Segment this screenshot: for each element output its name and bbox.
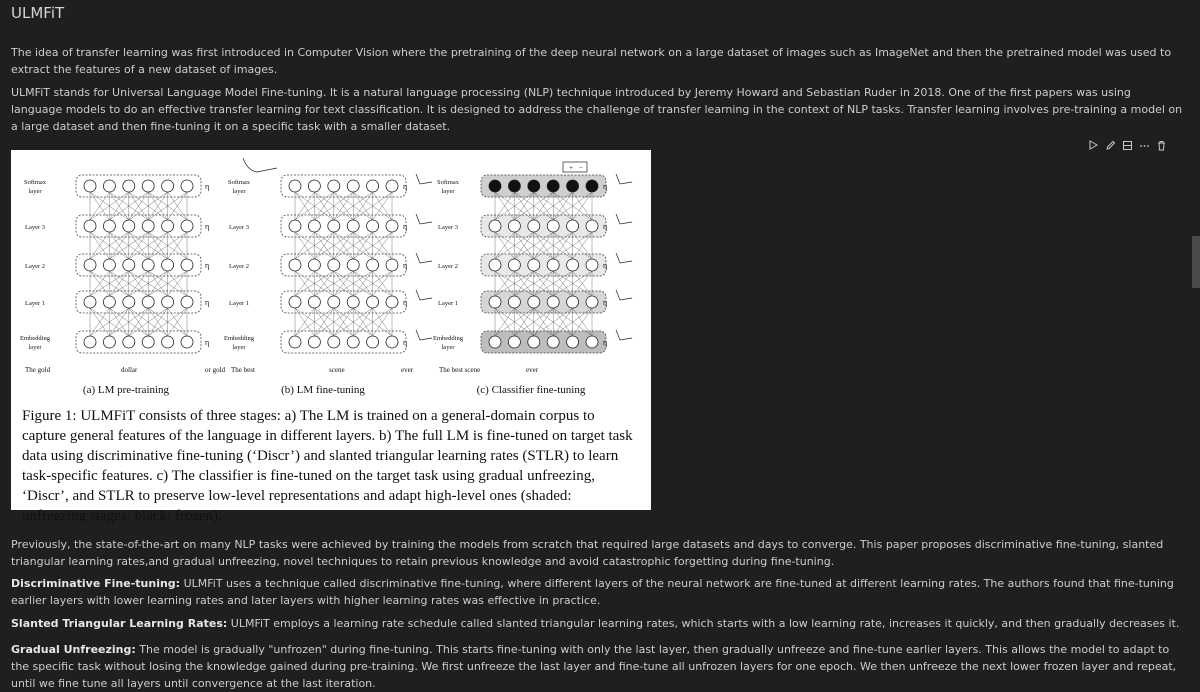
run-icon[interactable]	[1086, 138, 1100, 152]
neuron-node	[123, 220, 135, 232]
neuron-node	[528, 336, 540, 348]
lr-schedule-icon	[416, 253, 432, 263]
neuron-node	[103, 220, 115, 232]
neuron-node	[142, 220, 154, 232]
neuron-node	[162, 296, 174, 308]
neuron-node	[386, 180, 398, 192]
neuron-node	[367, 180, 379, 192]
lr-schedule-icon	[416, 290, 432, 300]
neuron-node	[123, 259, 135, 271]
gradual-text: The model is gradually "unfrozen" during fine-tuning. This starts fine-tuning with only the last layer, then gradually unfreeze and fine-tune earlier layers. This allows the model to adapt to the specific task without losing the knowledge gained during pre-training. We first unfreeze the last layer and fine-tune all unfrozen layers for one epoch. We then unfreeze the next lower frozen layer and repeat, until we fine tune all layers until convergence at the last iteration.	[11, 643, 1177, 690]
learning-rate-eta: η	[403, 298, 408, 307]
neuron-node	[162, 180, 174, 192]
layer-label: Embedding	[224, 335, 254, 342]
layer-label: Layer 2	[437, 263, 459, 270]
learning-rate-eta: η	[603, 298, 608, 307]
lr-schedule-icon	[243, 158, 277, 172]
layer-label: Layer 1	[24, 300, 46, 307]
layer-label: Embedding	[433, 335, 463, 342]
neuron-node	[328, 296, 340, 308]
stlr-label: Slanted Triangular Learning Rates:	[11, 617, 228, 630]
neuron-node	[586, 220, 598, 232]
neuron-node	[289, 336, 301, 348]
lr-schedule-icon	[616, 214, 632, 224]
neuron-node	[308, 180, 320, 192]
neuron-node	[567, 180, 579, 192]
neuron-node	[328, 220, 340, 232]
neuron-node	[489, 336, 501, 348]
layer-label: Softmax	[23, 179, 47, 186]
neuron-node	[123, 336, 135, 348]
gradual-label: Gradual Unfreezing:	[11, 643, 136, 656]
input-word: The best scene	[439, 366, 481, 374]
learning-rate-eta: η	[403, 222, 408, 231]
ulmfit-diagram	[11, 150, 651, 400]
input-word: The best	[231, 366, 255, 374]
neuron-node	[103, 296, 115, 308]
neuron-node	[367, 259, 379, 271]
neuron-node	[328, 259, 340, 271]
lr-schedule-icon	[416, 330, 432, 340]
learning-rate-eta: η	[603, 338, 608, 347]
discriminative-text: ULMFiT uses a technique called discriminative fine-tuning, where different layers of the neural network are fine-tuned at different learning rates. The authors found that fine-tuning earlier layers with lower learning rates and later layers with higher learning rates was effective in practice.	[11, 577, 1174, 607]
neuron-node	[289, 259, 301, 271]
learning-rate-eta: η	[205, 222, 210, 231]
neuron-node	[547, 220, 559, 232]
layer-label: layer	[441, 344, 455, 351]
neuron-node	[528, 259, 540, 271]
neuron-node	[181, 336, 193, 348]
neuron-node	[508, 220, 520, 232]
neuron-node	[347, 220, 359, 232]
layer-label: Embedding	[20, 335, 50, 342]
neuron-node	[142, 259, 154, 271]
input-word: scene	[329, 366, 345, 374]
neuron-node	[328, 180, 340, 192]
layer-label: Layer 1	[437, 300, 459, 307]
plus-sign: +	[569, 164, 573, 172]
neuron-node	[508, 296, 520, 308]
neuron-node	[567, 296, 579, 308]
neuron-node	[308, 259, 320, 271]
stage-label: (b) LM fine-tuning	[281, 384, 365, 396]
input-word: The gold	[25, 366, 51, 374]
input-word: or gold	[205, 366, 226, 374]
stage-label: (a) LM pre-training	[82, 384, 170, 396]
neuron-node	[162, 336, 174, 348]
cell-toolbar	[1086, 138, 1168, 152]
stage-label: (c) Classifier fine-tuning	[476, 384, 586, 396]
scrollbar-thumb[interactable]	[1192, 236, 1200, 288]
page-title: ULMFiT	[11, 4, 65, 22]
neuron-node	[84, 259, 96, 271]
neuron-node	[289, 220, 301, 232]
learning-rate-eta: η	[205, 298, 210, 307]
discriminative-paragraph	[11, 575, 1183, 609]
neuron-node	[567, 220, 579, 232]
neuron-node	[586, 296, 598, 308]
layer-label: layer	[28, 344, 42, 351]
layer-label: Layer 3	[437, 224, 459, 231]
neuron-node	[308, 220, 320, 232]
neuron-node	[586, 259, 598, 271]
neuron-node	[84, 296, 96, 308]
neuron-node	[347, 259, 359, 271]
learning-rate-eta: η	[403, 338, 408, 347]
neuron-node	[84, 180, 96, 192]
learning-rate-eta: η	[403, 261, 408, 270]
lr-schedule-icon	[616, 290, 632, 300]
neuron-node	[103, 336, 115, 348]
neuron-node	[567, 259, 579, 271]
input-word: ever	[401, 366, 414, 374]
learning-rate-eta: η	[403, 182, 408, 191]
input-word: ever	[526, 366, 539, 374]
neuron-node	[508, 336, 520, 348]
lr-schedule-icon	[616, 330, 632, 340]
delete-icon[interactable]	[1154, 138, 1168, 152]
neuron-node	[508, 180, 520, 192]
neuron-node	[142, 336, 154, 348]
neuron-node	[489, 220, 501, 232]
lr-schedule-icon	[616, 253, 632, 263]
neuron-node	[123, 296, 135, 308]
learning-rate-eta: η	[603, 222, 608, 231]
discriminative-label: Discriminative Fine-tuning:	[11, 577, 181, 590]
neuron-node	[181, 220, 193, 232]
neuron-node	[181, 259, 193, 271]
neuron-node	[367, 220, 379, 232]
lr-schedule-icon	[416, 214, 432, 224]
learning-rate-eta: η	[205, 261, 210, 270]
plus-minus-box	[563, 162, 587, 172]
neuron-node	[123, 180, 135, 192]
neuron-node	[547, 296, 559, 308]
layer-label: Layer 3	[24, 224, 46, 231]
learning-rate-eta: η	[603, 261, 608, 270]
layer-label: layer	[441, 188, 455, 195]
neuron-node	[347, 296, 359, 308]
layer-label: Layer 2	[24, 263, 46, 270]
neuron-node	[367, 296, 379, 308]
minus-sign: −	[579, 164, 583, 172]
previously-paragraph: Previously, the state-of-the-art on many NLP tasks were achieved by training the models from scratch that required large datasets and days to converge. This paper proposes discriminative fine-tuning, slanted triangular learning rates,and gradual unfreezing, novel techniques to retain previous knowledge and avoid catastrophic forgetting during fine-tuning.	[11, 538, 1164, 568]
neuron-node	[386, 296, 398, 308]
neuron-node	[328, 336, 340, 348]
ulmfit-figure-image	[11, 150, 651, 524]
layer-label: layer	[232, 344, 246, 351]
neuron-node	[489, 296, 501, 308]
neuron-node	[528, 296, 540, 308]
neuron-node	[181, 180, 193, 192]
neuron-node	[547, 336, 559, 348]
neuron-node	[84, 220, 96, 232]
neuron-node	[103, 259, 115, 271]
layer-label: Softmax	[436, 179, 460, 186]
neuron-node	[528, 220, 540, 232]
neuron-node	[547, 259, 559, 271]
neuron-node	[289, 180, 301, 192]
neuron-node	[386, 259, 398, 271]
neuron-node	[142, 180, 154, 192]
neuron-node	[289, 296, 301, 308]
stlr-paragraph	[11, 615, 1183, 632]
more-icon[interactable]	[1137, 138, 1151, 152]
learning-rate-eta: η	[603, 182, 608, 191]
neuron-node	[508, 259, 520, 271]
neuron-node	[103, 180, 115, 192]
stlr-text: ULMFiT employs a learning rate schedule called slanted triangular learning rates, which starts with a low learning rate, increases it quickly, and then gradually decreases it.	[227, 617, 1180, 630]
gradual-paragraph	[11, 641, 1183, 692]
lr-schedule-icon	[416, 174, 432, 184]
learning-rate-eta: η	[205, 182, 210, 191]
edit-icon[interactable]	[1103, 138, 1117, 152]
neuron-node	[181, 296, 193, 308]
neuron-node	[586, 336, 598, 348]
input-word: dollar	[121, 366, 138, 374]
neuron-node	[308, 336, 320, 348]
intro-paragraph: The idea of transfer learning was first introduced in Computer Vision where the pretraining of the deep neural network on a large dataset of images such as ImageNet and then the pretrained model was used to extract the features of a new dataset of images.	[11, 46, 1172, 76]
neuron-node	[528, 180, 540, 192]
neuron-node	[386, 336, 398, 348]
layer-label: Layer 2	[228, 263, 250, 270]
neuron-node	[308, 296, 320, 308]
layer-label: layer	[28, 188, 42, 195]
neuron-node	[367, 336, 379, 348]
learning-rate-eta: η	[205, 338, 210, 347]
neuron-node	[547, 180, 559, 192]
neuron-node	[347, 336, 359, 348]
definition-paragraph: ULMFiT stands for Universal Language Model Fine-tuning. It is a natural language processing (NLP) technique introduced by Jeremy Howard and Sebastian Ruder in 2018. One of the first papers was using language models to do an effective transfer learning for text classification. It is designed to address the challenge of transfer learning in the context of NLP tasks. Transfer learning involves pre-training a model on a large dataset and then fine-tuning it on a specific task with a smaller dataset.	[11, 86, 1183, 133]
layer-label: Layer 3	[228, 224, 250, 231]
neuron-node	[84, 336, 96, 348]
neuron-node	[162, 259, 174, 271]
neuron-node	[347, 180, 359, 192]
neuron-node	[489, 180, 501, 192]
neuron-node	[162, 220, 174, 232]
neuron-node	[142, 296, 154, 308]
layer-label: layer	[232, 188, 246, 195]
neuron-node	[386, 220, 398, 232]
figure-caption: Figure 1: ULMFiT consists of three stages: a) The LM is trained on a general-domain corpus to capture general features of the language in different layers. b) The full LM is fine-tuned on target task data using discriminative fine-tuning (‘Discr’) and slanted triangular learning rates (STLR) to learn task-specific features. c) The classifier is fine-tuned on the target task using gradual unfreezing, ‘Discr’, and STLR to preserve low-level representations and adapt high-level ones (shaded: unfreezing stages; black: frozen).	[22, 408, 633, 524]
split-icon[interactable]	[1120, 138, 1134, 152]
layer-label: Layer 1	[228, 300, 250, 307]
lr-schedule-icon	[616, 174, 632, 184]
layer-label: Softmax	[227, 179, 251, 186]
neuron-node	[586, 180, 598, 192]
neuron-node	[567, 336, 579, 348]
neuron-node	[489, 259, 501, 271]
